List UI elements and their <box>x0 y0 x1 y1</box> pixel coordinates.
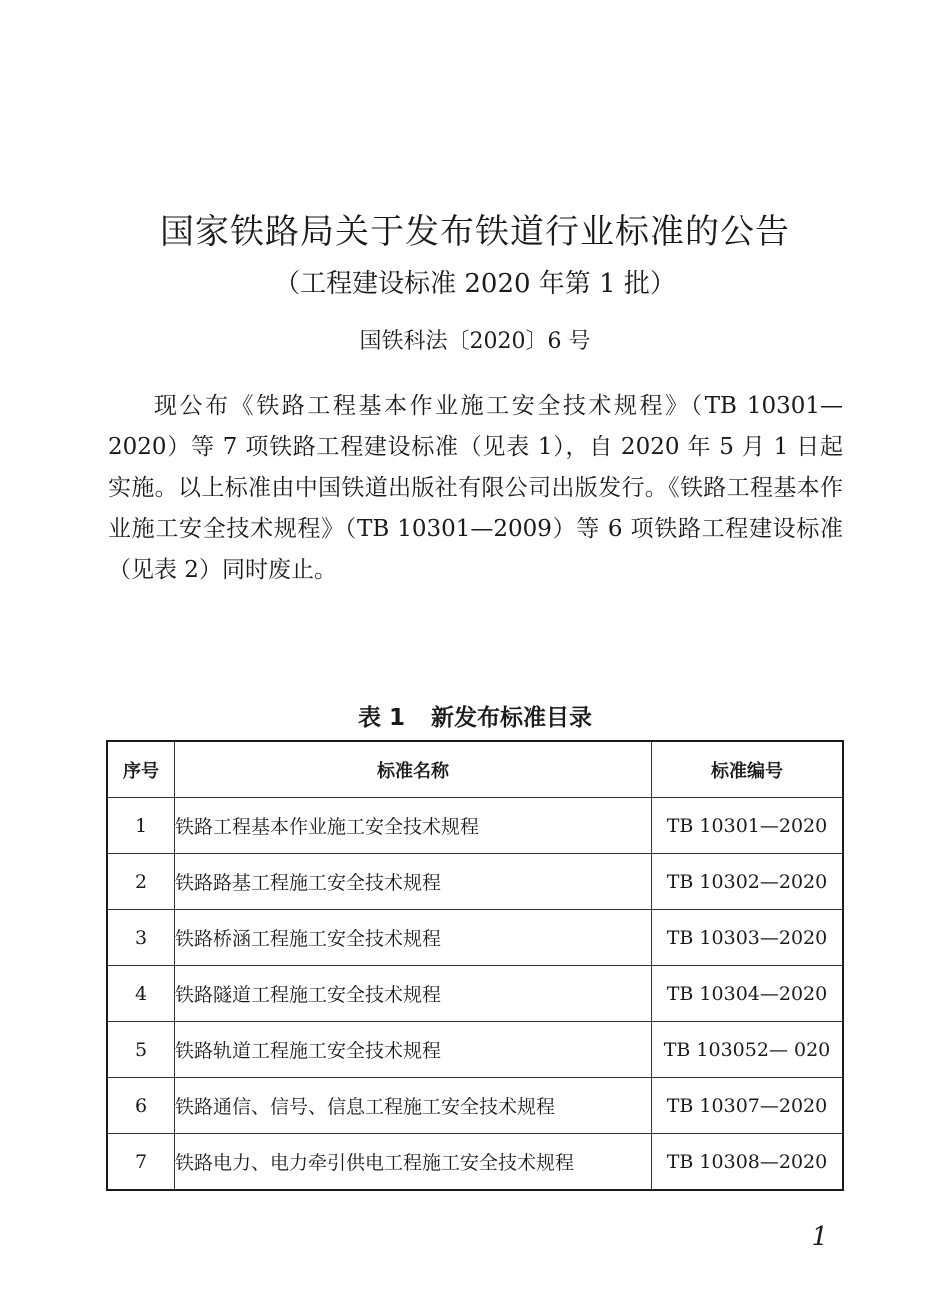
row-standard-code: TB 10302—2020 <box>652 854 844 910</box>
row-serial: 3 <box>107 910 175 966</box>
row-standard-name: 铁路隧道工程施工安全技术规程 <box>175 966 652 1022</box>
document-subtitle: （工程建设标准 2020 年第 1 批） <box>274 269 676 299</box>
table-row <box>107 910 843 966</box>
row-standard-code: TB 10308—2020 <box>652 1134 844 1191</box>
table-row <box>107 1134 843 1191</box>
row-standard-name: 铁路桥涵工程施工安全技术规程 <box>175 910 652 966</box>
table-caption <box>0 700 950 736</box>
row-standard-code: TB 10301—2020 <box>652 798 844 854</box>
table-row <box>107 1022 843 1078</box>
row-standard-code: TB 10307—2020 <box>652 1078 844 1134</box>
header-serial: 序号 <box>107 741 175 798</box>
document-number: 国铁科法〔2020〕6 号 <box>359 329 591 354</box>
table-caption-title: 新发布标准目录 <box>431 705 592 731</box>
table-header-row <box>107 741 843 798</box>
document-title: 国家铁路局关于发布铁道行业标准的公告 <box>160 212 790 252</box>
row-standard-name: 铁路电力、电力牵引供电工程施工安全技术规程 <box>175 1134 652 1191</box>
standards-table <box>106 740 844 1191</box>
row-serial: 1 <box>107 798 175 854</box>
row-standard-code: TB 10303—2020 <box>652 910 844 966</box>
table-caption-label: 表 1 <box>357 705 405 731</box>
row-serial: 7 <box>107 1134 175 1191</box>
table-row <box>107 798 843 854</box>
row-standard-code: TB 10304—2020 <box>652 966 844 1022</box>
row-standard-name: 铁路通信、信号、信息工程施工安全技术规程 <box>175 1078 652 1134</box>
header-standard-name: 标准名称 <box>175 741 652 798</box>
row-serial: 2 <box>107 854 175 910</box>
table-row <box>107 854 843 910</box>
table-row <box>107 966 843 1022</box>
row-standard-code: TB 103052— 020 <box>652 1022 844 1078</box>
row-standard-name: 铁路路基工程施工安全技术规程 <box>175 854 652 910</box>
header-standard-code: 标准编号 <box>652 741 844 798</box>
row-standard-name: 铁路轨道工程施工安全技术规程 <box>175 1022 652 1078</box>
row-serial: 6 <box>107 1078 175 1134</box>
page-number: 1 <box>811 1222 828 1252</box>
row-standard-name: 铁路工程基本作业施工安全技术规程 <box>175 798 652 854</box>
row-serial: 5 <box>107 1022 175 1078</box>
row-serial: 4 <box>107 966 175 1022</box>
table-row <box>107 1078 843 1134</box>
announcement-paragraph: 现公布《铁路工程基本作业施工安全技术规程》（TB 10301—2020）等 7 项铁路工程建设标准（见表 1），自 2020 年 5 月 1 日起实施。以上标准由中国铁道出版社有限公司出版发行。《铁路工程基本作业施工安全技术规程》（TB 10301—2009）等 6 项铁路工程建设标准（见表 2）同时废止。 <box>108 393 843 583</box>
